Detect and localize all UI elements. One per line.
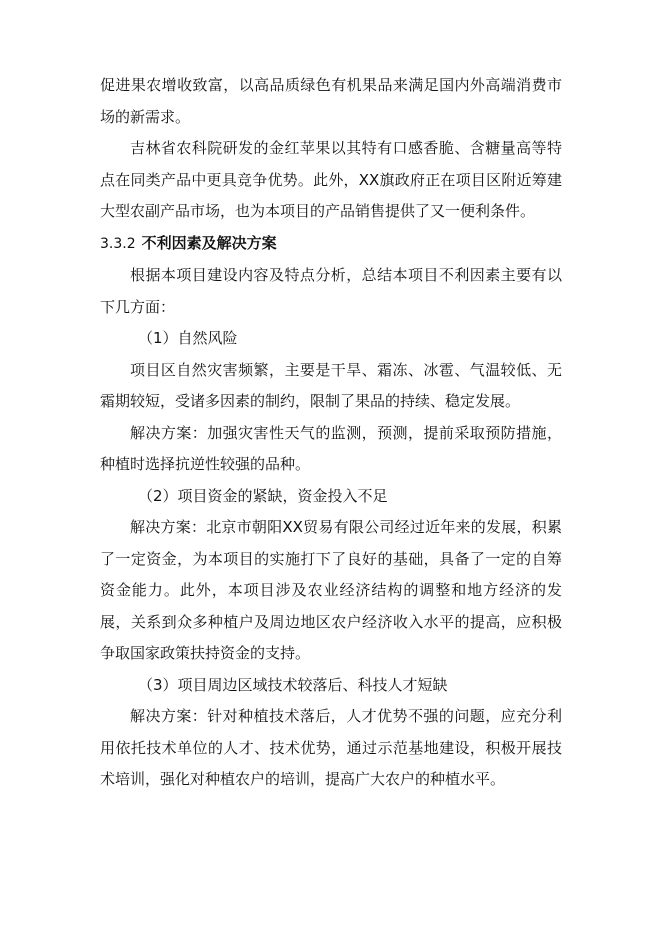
item-solution-funding: 解决方案：北京市朝阳XX贸易有限公司经过近年来的发展，积累了一定资金，为本项目的实施打下了良好的基础，具备了一定的自筹资金能力。此外，本项目涉及农业经济结构的调整和地方经济的发展，关系到众多种植户及周边地区农户经济收入水平的提高，应积极争取国家政策扶持资金的支持。 [100, 518, 562, 662]
section-heading [100, 228, 562, 261]
section-number: 3.3.2 [100, 235, 136, 252]
item-heading-natural-risk: （1）自然风险 [138, 329, 238, 347]
item-heading-talent: （3）项目周边区域技术较落后、科技人才短缺 [138, 675, 448, 694]
section-intro: 根据本项目建设内容及特点分析，总结本项目不利因素主要有以下几方面： [100, 266, 562, 316]
item-solution-talent: 解决方案：针对种植技术落后，人才优势不强的问题，应充分利用依托技术单位的人才、技术优势，通过示范基地建设，积极开展技术培训，强化对种植农户的培训，提高广大农户的种植水平。 [100, 707, 562, 788]
document-body [100, 70, 562, 796]
paragraph-apple-advantage: 吉林省农科院研发的金红苹果以其特有口感香脆、含糖量高等特点在同类产品中更具竞争优势。此外，XX旗政府正在项目区附近筹建大型农副产品市场，也为本项目的产品销售提供了又一便利条件。 [100, 139, 562, 220]
item-solution-natural-risk: 解决方案：加强灾害性天气的监测，预测，提前采取预防措施，种植时选择抗逆性较强的品种。 [100, 423, 562, 473]
item-heading-funding: （2）项目资金的紧缺，资金投入不足 [138, 486, 388, 505]
paragraph-continuation: 促进果农增收致富，以高品质绿色有机果品来满足国内外高端消费市场的新需求。 [100, 76, 562, 126]
item-text-natural-risk: 项目区自然灾害频繁，主要是干旱、霜冻、冰雹、气温较低、无霜期较短，受诸多因素的制约，限制了果品的持续、稳定发展。 [100, 360, 562, 410]
section-title: 不利因素及解决方案 [141, 233, 277, 252]
